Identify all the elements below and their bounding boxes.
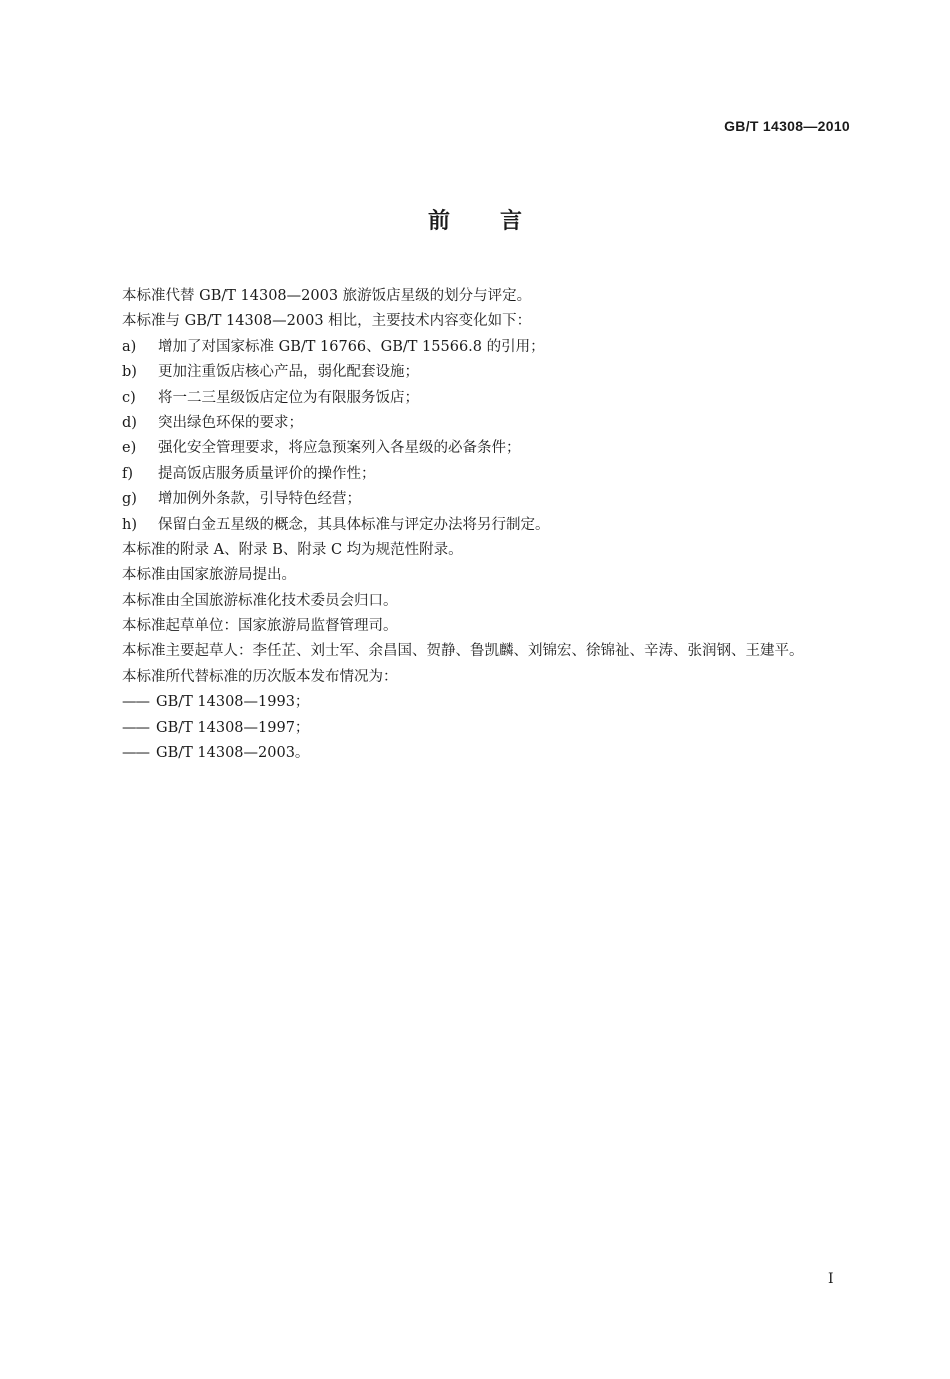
- list-item-label: f): [122, 465, 134, 482]
- list-item: [122, 386, 862, 411]
- paragraph-proposed-by: 本标准由国家旅游局提出。: [122, 567, 296, 584]
- history-version-item: [122, 716, 862, 741]
- page-number: I: [828, 1271, 834, 1287]
- list-item-label: a): [122, 338, 137, 355]
- paragraph-centralized-by: 本标准由全国旅游标准化技术委员会归口。: [122, 592, 398, 609]
- paragraph-drafters: 本标准主要起草人：李任芷、刘士军、余昌国、贺静、鲁凯麟、刘锦宏、徐锦祉、辛涛、张润钢、王建平。: [122, 643, 804, 660]
- list-item-text: 更加注重饭店核心产品，弱化配套设施；: [158, 364, 419, 381]
- list-item: [122, 335, 862, 360]
- list-item-label: g): [122, 491, 137, 508]
- standard-code: GB/T 14308—2010: [724, 118, 850, 134]
- history-version-text: GB/T 14308—1997；: [156, 719, 310, 736]
- history-version-item: [122, 741, 862, 766]
- list-item: [122, 462, 862, 487]
- paragraph-changes-intro: 本标准与 GB/T 14308—2003 相比，主要技术内容变化如下：: [122, 313, 532, 330]
- document-body: [122, 284, 862, 766]
- paragraph-replacement: 本标准代替 GB/T 14308—2003 旅游饭店星级的划分与评定。: [122, 288, 532, 304]
- history-version-text: GB/T 14308—2003。: [156, 745, 310, 762]
- list-item-text: 增加例外条款，引导特色经营；: [158, 491, 361, 508]
- list-item-label: e): [122, 440, 137, 457]
- list-item-label: b): [122, 364, 137, 381]
- list-item-text: 保留白金五星级的概念，其具体标准与评定办法将另行制定。: [158, 516, 550, 533]
- list-item: [122, 436, 862, 461]
- paragraph-drafting-unit: 本标准起草单位：国家旅游局监督管理司。: [122, 618, 398, 635]
- em-dash: ——: [122, 694, 149, 711]
- list-item-text: 突出绿色环保的要求；: [158, 414, 303, 431]
- em-dash: ——: [122, 745, 149, 762]
- list-item: [122, 360, 862, 385]
- list-item-text: 将一二三星级饭店定位为有限服务饭店；: [158, 389, 419, 406]
- list-item: [122, 487, 862, 512]
- list-item-label: d): [122, 414, 137, 431]
- em-dash: ——: [122, 719, 149, 736]
- history-version-item: [122, 690, 862, 715]
- list-item: [122, 513, 862, 538]
- page-title: 前言: [427, 209, 572, 234]
- history-version-text: GB/T 14308—1993；: [156, 694, 310, 711]
- list-item-text: 强化安全管理要求，将应急预案列入各星级的必备条件；: [158, 440, 521, 457]
- list-item-text: 提高饭店服务质量评价的操作性；: [158, 465, 376, 482]
- list-item-text: 增加了对国家标准 GB/T 16766、GB/T 15566.8 的引用；: [158, 338, 545, 355]
- paragraph-annex: 本标准的附录 A、附录 B、附录 C 均为规范性附录。: [122, 541, 463, 558]
- paragraph-history-intro: 本标准所代替标准的历次版本发布情况为：: [122, 668, 398, 685]
- list-item: [122, 411, 862, 436]
- list-item-label: c): [122, 389, 136, 406]
- list-item-label: h): [122, 516, 137, 533]
